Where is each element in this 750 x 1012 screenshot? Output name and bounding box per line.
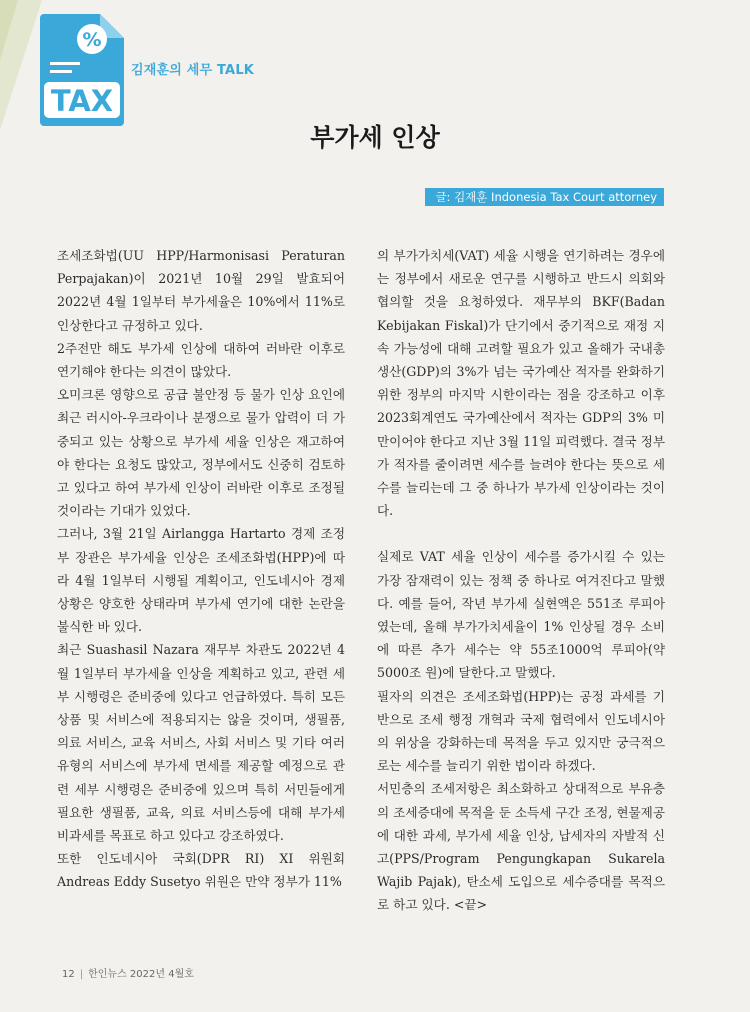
paragraph: 또한 인도네시아 국회(DPR RI) XI 위원회 Andreas Eddy Susetyo 위원은 만약 정부가 11% (57, 851, 345, 890)
tax-document-percent-icon (40, 14, 124, 126)
article-column-right (377, 244, 665, 917)
author-byline: 글: 김재훈 Indonesia Tax Court attorney (425, 188, 664, 206)
paragraph: 그러나, 3월 21일 Airlangga Hartarto 경제 조정부 장관은 부가세율 인상은 조세조화법(HPP)에 따라 4월 1일부터 시행될 계획이고, 인도네시아 경제 상황은 양호한 상태라며 부가세 연기에 대한 논란을 불식한 바 있다. (57, 526, 345, 635)
paragraph: 서민층의 조세저항은 최소화하고 상대적으로 부유층의 조세증대에 목적을 둔 소득세 구간 조정, 현물제공에 대한 과세, 부가세 세율 인상, 납세자의 자발적 신고(PPS/Program Pengungkapan Sukarela Wajib Pajak), 탄소세 도입으로 세수증대를 목적으로 하고 있다. <끝> (377, 781, 665, 913)
paragraph: 오미크론 영향으로 공급 불안정 등 물가 인상 요인에 최근 러시아-우크라이나 분쟁으로 물가 압력이 더 가중되고 있는 상황으로 부가세 세율 인상은 재고하여야 한다는 요청도 많았고, 정부에서도 신중히 검토하고 있다고 하여 부가세 인상이 러바란 이후로 조정될 것이라는 기대가 있었다. (57, 387, 345, 519)
page-footer (62, 965, 194, 980)
paragraph: 최근 Suashasil Nazara 재무부 차관도 2022년 4월 1일부터 부가세율 인상을 계획하고 있고, 관련 세부 시행령은 준비중에 있다고 언급하였다. 특히 모든 상품 및 서비스에 적용되지는 않을 것이며, 생필품, 의료 서비스, 교육 서비스, 사회 서비스 및 기타 여러 유형의 서비스에 부가세 면세를 제공할 예정으로 관련 세부 시행령은 준비중에 있으며 특히 서민들에게 필요한 생필품, 교육, 의료 서비스등에 대해 부가세 비과세를 목표로 하고 있다고 강조하였다. (57, 642, 345, 844)
paragraph: 조세조화법(UU HPP/Harmonisasi Peraturan Perpajakan)이 2021년 10월 29일 발효되어 2022년 4월 1일부터 부가세율은 10%에서 11%로 인상한다고 규정하고 있다. (57, 248, 345, 333)
page-title: 부가세 인상 (310, 123, 440, 152)
column-name: 김재훈의 세무 TALK (131, 63, 255, 78)
publication-name: 한인뉴스 2022년 4월호 (88, 969, 194, 980)
footer-separator: | (79, 969, 84, 980)
paragraph-gap (377, 522, 665, 545)
logo-tax-text: TAX (50, 84, 114, 118)
paragraph: 필자의 의견은 조세조화법(HPP)는 공정 과세를 기반으로 조세 행정 개혁과 국제 협력에서 인도네시아의 위상을 강화하는데 목적을 두고 있지만 궁극적으로는 세수를 늘리기 위한 법이라 하겠다. (377, 688, 665, 774)
logo-percent-symbol: % (82, 29, 102, 51)
page-number: 12 (62, 969, 75, 980)
paragraph: 의 부가가치세(VAT) 세율 시행을 연기하려는 경우에는 정부에서 새로운 연구를 시행하고 반드시 의회와 협의할 것을 요청하였다. 재무부의 BKF(Badan Kebijakan Fiskal)가 단기에서 중기적으로 재정 지속 가능성에 대해 고려할 필요가 있고 올해가 국내총생산(GDP)의 3%가 넘는 국가예산 적자를 완화하기 위한 정부의 마지막 시한이라는 점을 강조하고 이후 2023회계연도 국가예산에서 적자는 GDP의 3% 미만이어야 한다고 지난 3월 11일 피력했다. 결국 정부가 적자를 줄이려면 세수를 늘려야 한다는 뜻으로 세수를 늘리는데 그 중 하나가 부가세 인상이라는 것이다. (377, 248, 665, 519)
paragraph: 2주전만 해도 부가세 인상에 대하여 러바란 이후로 연기해야 한다는 의견이 많았다. (57, 340, 345, 380)
article-column-left (57, 244, 345, 894)
paragraph: 실제로 VAT 세율 인상이 세수를 증가시킬 수 있는 가장 잠재력이 있는 정책 중 하나로 여겨진다고 말했다. 예를 들어, 작년 부가세 실현액은 551조 루피아였는데, 올해 부가가치세율이 1% 인상될 경우 소비에 따른 추가 세수는 약 55조1000억 루피아(약 5000조 원)에 달한다.고 말했다. (377, 549, 665, 681)
